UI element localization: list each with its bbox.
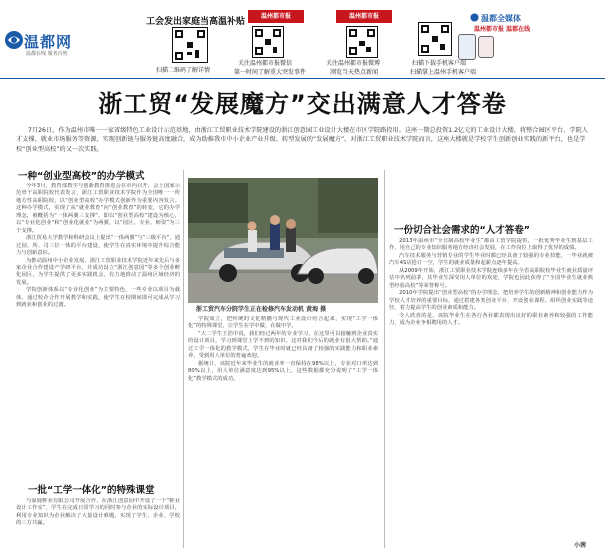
section-heading-3 bbox=[394, 222, 530, 236]
masthead bbox=[0, 0, 605, 78]
paragraph: 2010年学院提出“创业型高校”的办学理念，把培养学生的创新精神和创业能力作为学校人才培养的重要目标，通过搭建各类创业平台、开设创业课程、组织创业实践等途径，着力提高学生的创业素质和能力。 bbox=[389, 290, 593, 312]
column-divider bbox=[384, 170, 385, 548]
photo-caption: 浙工贸汽车分院学生正在检修汽车发动机 黄海 摄 bbox=[196, 306, 327, 313]
section-heading-text: 一批“工学一体化”的特殊课堂 bbox=[28, 485, 155, 496]
paragraph: 从2009年开始，浙江工贸职业技术学院连续多年在全省高职院校毕业生就业质量评估中名列前茅，其毕业生深受用人单位的欢迎，学院也因此获得了“全国毕业生就业典型经验高校”等荣誉称号。 bbox=[389, 267, 593, 289]
paragraph: 今年3月，教育部教学与创新教育推进会在市内召开，会上国家示范骨干高职院校代表发言，浙江工贸职业技术学院作为全国唯一一所地方性高职院校，以“创业型高校”办学模式创新作为重要内容发言。这种办学模式，实现了从“就业教育”向“创业教育”的转变，它的办学理念，被概括为“一体两翼三支撑”，即以“创业型高校”建设为核心，以“专业化创业”和“创业化就业”为两翼，以“园区、专业、师资”为三个支撑。 bbox=[16, 183, 180, 234]
qr-subcaption-3: 扫描掌上温州手机客户端 bbox=[410, 69, 477, 76]
article-column-3 bbox=[389, 238, 593, 540]
photo-cars-image bbox=[188, 178, 378, 303]
logo-text: 温都网 bbox=[24, 33, 73, 51]
article-lead: 7月26日，作为温州市唯一一家省级特色工业设计示范基地，由浙江工贸职业技术学院建设的浙江创意园工业设计大楼在市区学院路投用。这座一期总投资1.2亿元的工业设计大楼，将整合园区平台、学院人才支撑、就业市场服务等资源，实现创新链与服务链高度融合，成为助推我市中小企业产业升级、转型发展的“发展魔方”。对浙江工贸职业技术学院而言，这座大楼就是学校学生创新创业实践的新平台，也是学校“创业型高校”的又一次实践。 bbox=[16, 127, 588, 153]
media-brand: 温都全媒体 bbox=[481, 14, 521, 23]
qr-code-icon[interactable] bbox=[418, 22, 452, 56]
media-brand-icon bbox=[470, 13, 479, 22]
qr-caption-1: 扫描二维码了解详情 bbox=[156, 67, 211, 74]
wechat-badge: 温州都市报 bbox=[248, 10, 304, 23]
paragraph: 学院成立，把传统的文化精髓与现代工业设计结合起来，实现“工学一体化”的特殊课堂，让学生在学中做、在做中学。 bbox=[188, 316, 378, 330]
qr-subcaption-1: 第一时间了解重大突发事件 bbox=[234, 69, 307, 76]
logo-icon bbox=[4, 30, 24, 50]
paragraph: 浙江贸易大学教学和科研会议上提出“一体两翼”与“三级平台”，通过园、所、司三位一体的平台建设，使学生在真实环境中提升综合能力与创新意识。 bbox=[16, 235, 180, 257]
weibo-badge: 温州都市报 bbox=[336, 10, 392, 23]
column-divider bbox=[183, 170, 184, 548]
qr-code-icon[interactable] bbox=[346, 26, 378, 58]
header-divider bbox=[0, 78, 605, 79]
article-author: 小茜 bbox=[574, 542, 587, 549]
paragraph: 据统计，该院近年来毕业生的就业率一直保持在98%以上，专业对口率达到80%以上，用人单位满意度达到95%以上，这些数据都充分说明了“工学一体化”教学模式的成功。 bbox=[188, 360, 378, 382]
paragraph: 与温鹿鞋业有限公司开展合作，在浙江创意园中开设了一个“鞋业设计工作室”，学生在完成日常学习的同时参与企业的实际设计项目，利用专业知识为企业解决了大量设计难题，实现了学生、企业、学校的三方共赢。 bbox=[16, 498, 180, 527]
qr-banner-title: 工会发出家庭当高温补贴 bbox=[146, 17, 246, 27]
section-heading-text: 一份切合社会需求的“人才答卷” bbox=[394, 225, 530, 236]
paragraph: 2013年温州市“全日制高校毕业生”都由工贸学院提供，一批优秀毕业生到基层工作，用自己的专业知识服务地方经济社会发展，在工作岗位上取得了优异的成绩。 bbox=[389, 238, 593, 252]
phone-app-icon bbox=[478, 36, 494, 58]
qr-subcaption-2: 浏览当天热点新闻 bbox=[330, 69, 379, 76]
qr-code-icon[interactable] bbox=[172, 27, 208, 63]
article-column-1 bbox=[16, 183, 180, 415]
paragraph: 为推动温州中小企业发展，浙江工贸职业技术学院近年来先后与多家企业合作建设产学研平台，并成功设立“浙江创意园”等多个创业孵化园区，为学生提供了更多实践机会，有力地推动了温州区域经济的发展。 bbox=[16, 257, 180, 286]
section-heading-1 bbox=[18, 168, 145, 182]
section-heading-text: 一种“创业型高校”的办学模式 bbox=[18, 171, 145, 182]
logo-tagline: 温都在线 服务百姓 bbox=[26, 51, 68, 57]
qr-caption-4: 扫描下载手机客户端 bbox=[412, 60, 467, 67]
media-brand-sub: 温州都市报 温都在线 bbox=[474, 26, 531, 33]
qr-code-icon[interactable] bbox=[252, 26, 284, 58]
paragraph: “大二学生王浩中说，我们经过两年的专业学习，在这里可以接触到企业真实的设计项目，学习到课堂上学不到的知识，这对我们今后的就业有很大帮助。”通过工学一体化的教学模式，学生在毕业时就已经具备了较强的实践能力和职业素养，受到用人单位的普遍欢迎。 bbox=[188, 330, 378, 360]
paragraph: 汽车技术服务与营销专业的学生毕业时都已经具备了较强的专业技能，一毕业就被汽车4S店抢订一空，学生的就业质量和起薪点逐年提高。 bbox=[389, 252, 593, 267]
article-column-2 bbox=[188, 316, 378, 548]
section-heading-2 bbox=[28, 482, 155, 496]
article-headline: 浙工贸“发展魔方”交出满意人才答卷 bbox=[98, 90, 507, 118]
phone-app-icon bbox=[458, 34, 476, 60]
qr-caption-3: 关注温州都市报微博 bbox=[326, 60, 381, 67]
paragraph: 学院创新体系以“专业化创业”为主要特色，一些专业以项目为载体，通过校企合作开展教学和实践，使学生在校期间即可完成从学习到就业和创业的过渡。 bbox=[16, 287, 180, 309]
article-column-1b bbox=[16, 498, 180, 548]
qr-caption-2: 关注温州都市报微信 bbox=[238, 60, 293, 67]
article-photo bbox=[188, 178, 378, 303]
paragraph: 令人欣喜的是，该院毕业生在各行各业都表现出良好的职业素养和较强的工作能力，成为企业争相聘用的人才。 bbox=[389, 312, 593, 326]
